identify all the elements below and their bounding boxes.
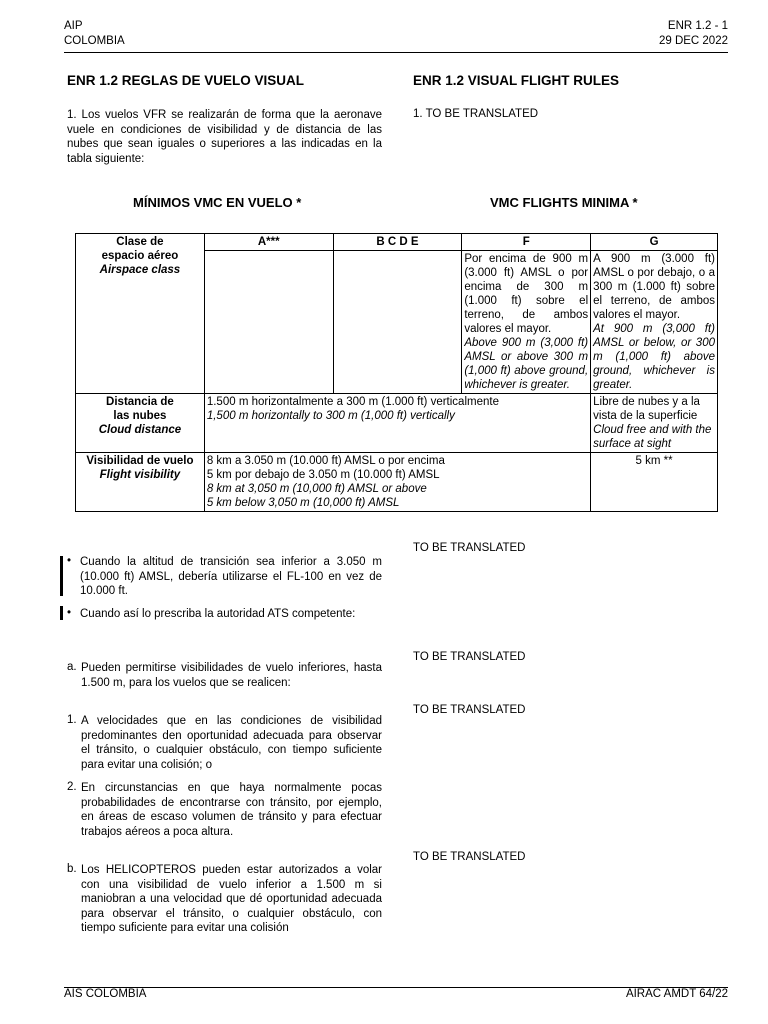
header-right [659, 19, 728, 49]
bullet-note-2: • [67, 607, 72, 619]
item-2-marker: 2. [67, 781, 77, 793]
visibility-label-es: Visibilidad de vuelo [86, 455, 194, 467]
visibility-value-cell [204, 453, 590, 512]
col-header-f: F [462, 234, 591, 251]
cloud-distance-value-cell [204, 394, 590, 453]
item-b-marker: b. [67, 863, 77, 875]
item-1-text: A velocidades que en las condiciones de visibilidad predominantes den oportunidad adecuada para observar el tránsito, o cualquier obstáculo, con tiempo suficiente para evitar una colisión; o [81, 715, 382, 771]
cloud-distance-label-cell [76, 394, 205, 453]
translation-4: TO BE TRANSLATED [413, 851, 526, 863]
visibility-label-cell [76, 453, 205, 512]
airspace-g-en: At 900 m (3,000 ft) AMSL or below, or 300 m (1,000 ft) above ground, whichever is greater. [593, 323, 715, 391]
cloud-label-line1: Distancia de [106, 396, 174, 408]
item-b-text: Los HELICOPTEROS pueden estar autorizados a volar con una visibilidad de vuelo inferior a 1.500 m si maniobran a una velocidad que dé oportunidad adecuada para observar el tránsito, o cualquier obstáculo, con tiempo suficiente para evitar una colisión [81, 864, 382, 934]
airspace-label-line1: Clase de [116, 236, 164, 248]
header-aip: AIP [64, 20, 83, 32]
change-bar-note-2 [60, 606, 63, 620]
airspace-f-cell [462, 251, 591, 394]
section-title-es: ENR 1.2 REGLAS DE VUELO VISUAL [67, 73, 305, 88]
note-1-text: Cuando la altitud de transición sea inferior a 3.050 m (10.000 ft) AMSL, debería utilizarse el FL-100 en vez de 10.000 ft. [80, 556, 382, 597]
airspace-f-en: Above 900 m (3,000 ft) AMSL or above 300 m (1,000 ft) above ground, whichever is greater. [464, 337, 589, 391]
cloud-g-en: Cloud free and with the surface at sight [593, 424, 712, 450]
paragraph-1-es: 1. Los vuelos VFR se realizarán de forma que la aeronave vuele en condiciones de visibilidad y de distancia de las nubes que sean iguales o superiores a las indicadas en la tabla siguiente: [67, 109, 382, 165]
cloud-distance-en: 1,500 m horizontally to 300 m (1,000 ft) vertically [206, 410, 455, 422]
airspace-bcde-cell [333, 251, 462, 394]
col-header-a: A*** [204, 234, 333, 251]
cloud-distance-g-cell [591, 394, 718, 453]
item-2-text: En circunstancias en que haya normalmente pocas probabilidades de encontrarse con tránsito, por ejemplo, en áreas de escaso volumen de tránsito y para efectuar trabajos aéreos a poca altura. [81, 782, 382, 838]
cloud-label-en: Cloud distance [98, 424, 182, 436]
table-title-en: VMC FLIGHTS MINIMA * [490, 195, 638, 210]
item-1-marker: 1. [67, 714, 77, 726]
vmc-minima-table [75, 233, 718, 512]
header-rule [64, 52, 728, 53]
visibility-line-1: 8 km a 3.050 m (10.000 ft) AMSL o por encima [206, 455, 445, 467]
visibility-line-4: 5 km below 3,050 m (10,000 ft) AMSL [206, 497, 400, 509]
table-title-es: MÍNIMOS VMC EN VUELO * [133, 195, 302, 210]
header-date: 29 DEC 2022 [658, 35, 728, 47]
airspace-a-cell [204, 251, 333, 394]
cloud-distance-es: 1.500 m horizontalmente a 300 m (1.000 ft) verticalmente [206, 396, 499, 408]
airspace-g-es: A 900 m (3.000 ft) AMSL o por debajo, o a 300 m (1.000 ft) sobre el terreno, de ambos valores el mayor. [593, 253, 715, 321]
visibility-row [76, 453, 718, 512]
airspace-label-line2: espacio aéreo [101, 250, 179, 262]
item-a-marker: a. [67, 661, 77, 673]
cloud-g-es: Libre de nubes y a la vista de la superficie [593, 396, 700, 422]
header-page-ref: ENR 1.2 - 1 [667, 20, 728, 32]
note-2-text: Cuando así lo prescriba la autoridad ATS competente: [80, 608, 356, 620]
translation-3: TO BE TRANSLATED [413, 704, 526, 716]
translation-1: TO BE TRANSLATED [413, 542, 526, 554]
paragraph-1-en: 1. TO BE TRANSLATED [413, 108, 539, 120]
airspace-label-en: Airspace class [99, 264, 181, 276]
airspace-g-cell [591, 251, 718, 394]
airspace-class-label-cell [76, 234, 205, 394]
section-title-en: ENR 1.2 VISUAL FLIGHT RULES [413, 73, 620, 88]
header-country: COLOMBIA [64, 35, 125, 47]
table-header-row [76, 234, 718, 251]
visibility-g-cell: 5 km ** [591, 453, 718, 512]
translation-2: TO BE TRANSLATED [413, 651, 526, 663]
footer-right: AIRAC AMDT 64/22 [625, 988, 728, 1000]
item-a-text: Pueden permitirse visibilidades de vuelo inferiores, hasta 1.500 m, para los vuelos que se realicen: [81, 662, 382, 689]
col-header-bcde: B C D E [333, 234, 462, 251]
header-left [64, 19, 125, 49]
visibility-line-2: 5 km por debajo de 3.050 m (10.000 ft) AMSL [206, 469, 440, 481]
visibility-label-en: Flight visibility [99, 469, 181, 481]
cloud-distance-row [76, 394, 718, 453]
footer-left: AIS COLOMBIA [64, 988, 147, 1000]
bullet-note-1: • [67, 555, 72, 567]
cloud-label-line2: las nubes [113, 410, 167, 422]
col-header-g: G [591, 234, 718, 251]
airspace-f-es: Por encima de 900 m (3.000 ft) AMSL o por encima de 300 m (1.000 ft) sobre el terreno, de ambos valores el mayor. [464, 253, 589, 335]
change-bar-note-1 [60, 556, 63, 596]
visibility-line-3: 8 km at 3,050 m (10,000 ft) AMSL or above [206, 483, 427, 495]
